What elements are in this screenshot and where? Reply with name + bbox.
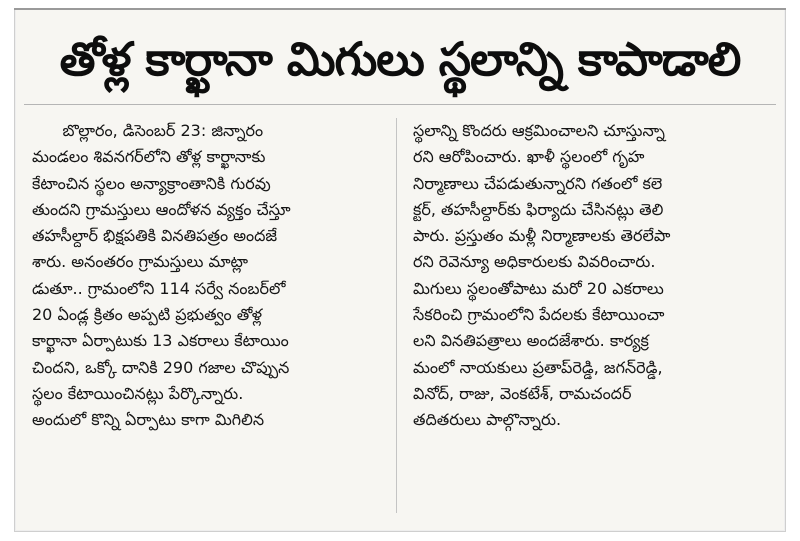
column-divider xyxy=(396,118,397,513)
text-line: రని రెవెన్యూ అధికారులకు వివరించారు. xyxy=(413,252,656,272)
text-line: శారు. అనంతరం గ్రామస్తులు మాట్లా xyxy=(32,252,249,272)
top-rule xyxy=(14,8,786,10)
article-column-right xyxy=(413,118,765,513)
headline: తోళ్ల కార్ఖానా మిగులు స్థలాన్ని కాపాడాలి xyxy=(59,32,741,86)
text-line: క్టర్, తహసీల్దార్‌కు ఫిర్యాదు చేసినట్లు తెలి xyxy=(413,199,664,219)
article-column-left xyxy=(32,118,384,513)
text-line: తహసీల్దార్ భిక్షపతికి వినతిపత్రం అందజే xyxy=(32,226,278,246)
text-line: మంలో నాయకులు ప్రతాప్‌రెడ్డి, జగన్‌రెడ్డి, xyxy=(413,357,663,377)
text-line: సేకరించి గ్రామంలోని పేదలకు కేటాయించా xyxy=(413,305,665,325)
text-line: తుందని గ్రామస్తులు ఆందోళన వ్యక్తం చేస్తూ xyxy=(32,199,291,219)
text-line: పారు. ప్రస్తుతం మళ్లీ నిర్మాణాలకు తెరలేపా xyxy=(413,226,671,246)
text-line: 20 ఏండ్ల క్రితం అప్పటి ప్రభుత్వం తోళ్ల xyxy=(32,305,263,325)
text-line: కేటాంచిన స్థలం అన్యాక్రాంతానికి గురవు xyxy=(32,173,271,193)
text-line: నిర్మాణాలు చేపడుతున్నారని గతంలో కలె xyxy=(413,173,663,193)
text-line: కార్ఖానా ఏర్పాటుకు 13 ఎకరాలు కేటాయిం xyxy=(32,331,289,351)
text-line: డుతూ.. గ్రామంలోని 114 సర్వే నంబర్‌లో xyxy=(32,278,286,298)
text-line: చిందని, ఒక్కో దానికి 290 గజాల చొప్పున xyxy=(32,357,290,377)
text-line: అందులో కొన్ని ఏర్పాటు కాగా మిగిలిన xyxy=(32,410,265,430)
text-line: తదితరులు పాల్గొన్నారు. xyxy=(413,410,562,430)
text-line: బొల్లారం, డిసెంబర్ 23: జిన్నారం xyxy=(32,121,264,140)
text-line: వినోద్, రాజు, వెంకటేశ్, రామచందర్ xyxy=(413,383,632,403)
text-line: మండలం శివనగర్‌లోని తోళ్ల కార్ఖానాకు xyxy=(32,147,266,167)
text-line: స్థలం కేటాయించినట్లు పేర్కొన్నారు. xyxy=(32,383,244,403)
text-line: మిగులు స్థలంతోపాటు మరో 20 ఎకరాలు xyxy=(413,278,664,298)
text-line: లని వినతిపత్రాలు అందజేశారు. కార్యక్ర xyxy=(413,331,649,351)
headline-rule xyxy=(24,104,776,105)
text-line: రని ఆరోపించారు. ఖాళీ స్థలంలో గృహ xyxy=(413,147,645,167)
text-line: స్థలాన్ని కొందరు ఆక్రమించాలని చూస్తున్నా xyxy=(413,121,665,140)
